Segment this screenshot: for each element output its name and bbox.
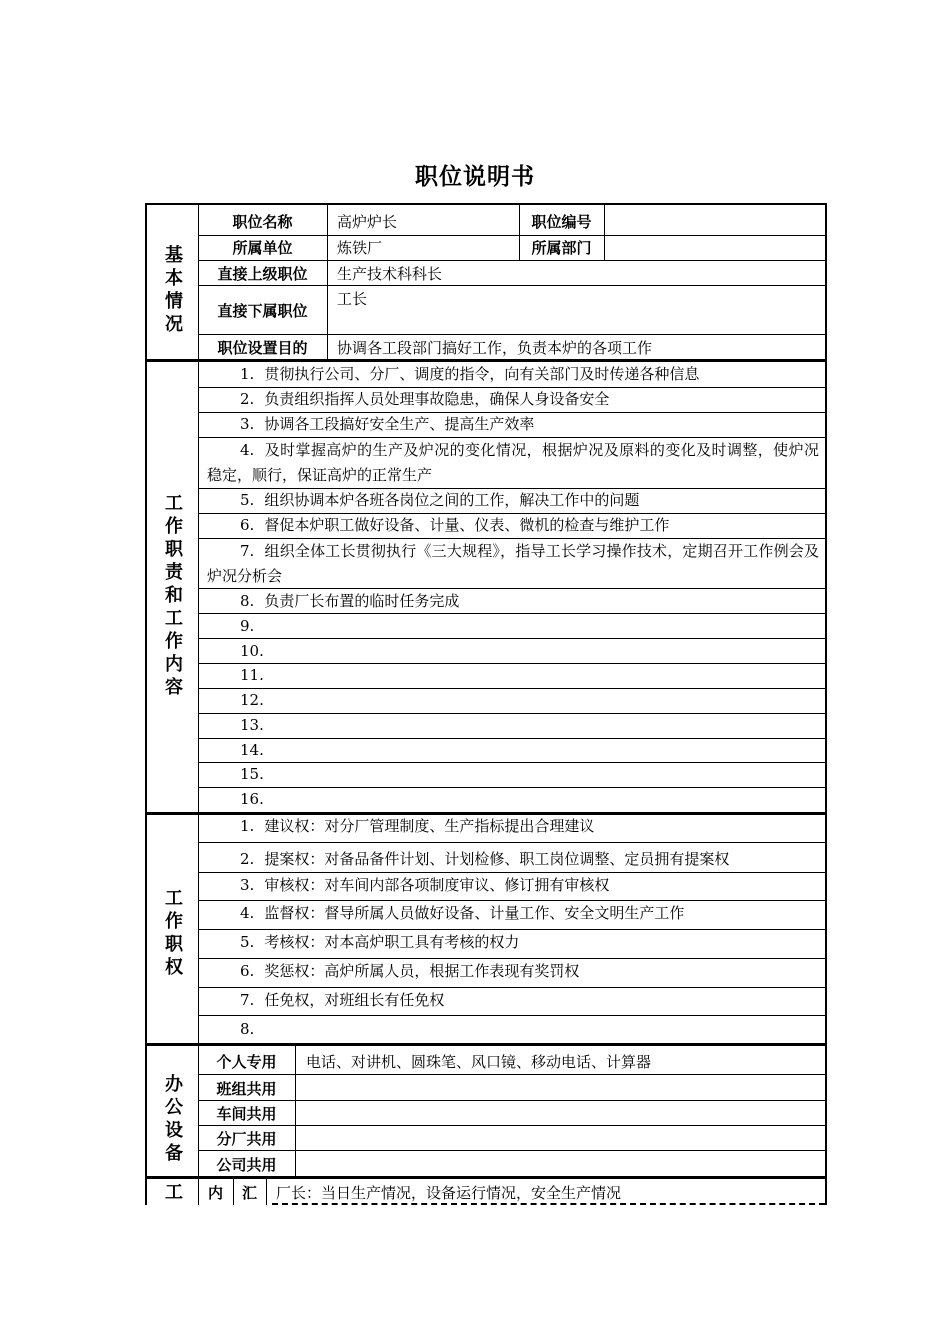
authority-item: 3. 审核权：对车间内部各项制度审议、修订拥有审核权 xyxy=(240,876,610,894)
row-divider xyxy=(198,260,825,261)
duty-item: 2. 负责组织指挥人员处理事故隐患，确保人身设备安全 xyxy=(240,390,610,408)
row-divider xyxy=(198,334,825,335)
superior-value: 生产技术科科长 xyxy=(337,265,443,283)
duty-item: 4. 及时掌握高炉的生产及炉况的变化情况，根据炉况及原料的变化及时调整，使炉况稳定，顺行，保证高炉的正常生产 xyxy=(207,441,819,484)
authority-item: 8. xyxy=(240,1020,255,1038)
position-name-value: 高炉炉长 xyxy=(337,213,398,231)
duty-item: 16. xyxy=(240,790,264,808)
authority-item: 6. 奖惩权：高炉所属人员，根据工作表现有奖罚权 xyxy=(240,962,580,980)
page-title: 职位说明书 xyxy=(415,164,535,190)
duty-item: 5. 组织协调本炉各班各岗位之间的工作，解决工作中的问题 xyxy=(240,491,640,509)
purpose-value: 协调各工段部门搞好工作，负责本炉的各项工作 xyxy=(337,339,653,357)
duty-item: 10. xyxy=(240,642,264,660)
work-relation-sub-internal: 内 xyxy=(207,1184,223,1202)
col-divider xyxy=(327,205,328,360)
authority-item: 1. 建议权：对分厂管理制度、生产指标提出合理建议 xyxy=(240,817,595,835)
purpose-label: 职位设置目的 xyxy=(217,339,308,357)
subordinate-value: 工长 xyxy=(337,290,368,308)
dept-label: 所属部门 xyxy=(531,239,592,257)
authority-item: 4. 监督权：督导所属人员做好设备、计量工作、安全文明生产工作 xyxy=(240,904,685,922)
duty-item: 13. xyxy=(240,716,264,734)
section-label-duties: 工 作 职 责 和 工 作 内 容 xyxy=(165,493,183,698)
subordinate-label: 直接下属职位 xyxy=(217,302,308,320)
duty-item: 1. 贯彻执行公司、分厂、调度的指令，向有关部门及时传递各种信息 xyxy=(240,365,700,383)
authority-item: 2. 提案权：对备品备件计划、计划检修、职工岗位调整、定员拥有提案权 xyxy=(240,850,730,868)
duty-item: 15. xyxy=(240,765,264,783)
duty-item: 14. xyxy=(240,741,264,759)
duty-item: 11. xyxy=(240,666,264,684)
duty-item: 9. xyxy=(240,617,255,635)
col-divider xyxy=(604,205,605,260)
duty-item: 8. 负责厂长布置的临时任务完成 xyxy=(240,592,460,610)
row-divider xyxy=(198,285,825,286)
authority-item: 7. 任免权，对班组长有任免权 xyxy=(240,991,445,1009)
equipment-label: 班组共用 xyxy=(216,1080,277,1098)
work-relation-text: 厂长：当日生产情况，设备运行情况，安全生产情况 xyxy=(276,1184,622,1202)
position-name-label: 职位名称 xyxy=(232,213,293,231)
unit-value: 炼铁厂 xyxy=(337,239,383,257)
equipment-label: 个人专用 xyxy=(216,1053,277,1071)
duty-item: 6. 督促本炉职工做好设备、计量、仪表、微机的检查与维护工作 xyxy=(240,516,670,534)
superior-label: 直接上级职位 xyxy=(217,265,308,283)
duty-item: 12. xyxy=(240,691,264,709)
section-separator xyxy=(147,1043,825,1046)
section-label-equipment: 办 公 设 备 xyxy=(165,1074,183,1164)
section-label-authority: 工 作 职 权 xyxy=(165,888,183,978)
equipment-label: 公司共用 xyxy=(216,1156,277,1174)
work-relation-sub-report: 汇 xyxy=(241,1184,257,1202)
equipment-label: 分厂共用 xyxy=(216,1130,277,1148)
duty-item: 3. 协调各工段搞好安全生产、提高生产效率 xyxy=(240,415,535,433)
dashed-divider xyxy=(272,1203,825,1205)
duty-item: 7. 组织全体工长贯彻执行《三大规程》，指导工长学习操作技术，定期召开工作例会及炉况分析会 xyxy=(207,542,819,585)
row-divider xyxy=(198,235,825,236)
unit-label: 所属单位 xyxy=(232,239,293,257)
equipment-value: 电话、对讲机、圆珠笔、风口镜、移动电话、计算器 xyxy=(306,1053,652,1071)
position-no-label: 职位编号 xyxy=(531,213,592,231)
section-label-work-relation: 工 xyxy=(165,1182,183,1203)
section-label-basic: 基 本 情 况 xyxy=(165,245,183,335)
section-separator xyxy=(147,1176,825,1179)
equipment-label: 车间共用 xyxy=(216,1105,277,1123)
authority-item: 5. 考核权：对本高炉职工具有考核的权力 xyxy=(240,933,520,951)
